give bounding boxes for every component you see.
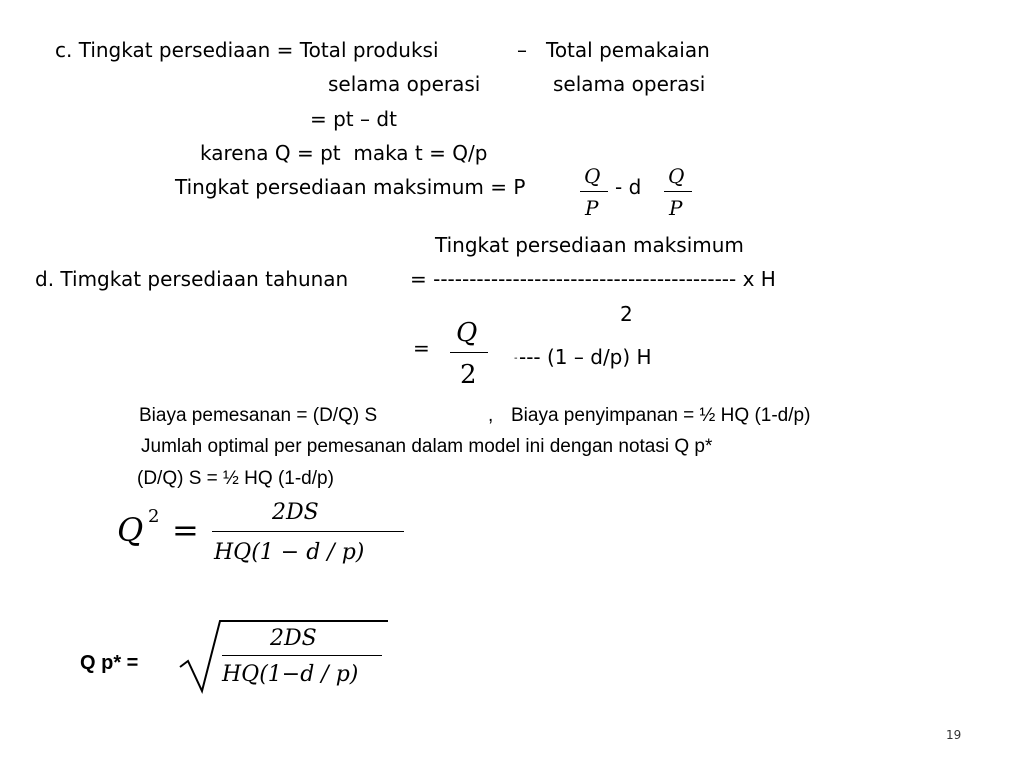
formula-q2-bar [212, 531, 404, 532]
section-c-line1: c. Tingkat persediaan = Total produksi [55, 38, 439, 62]
optimal-quantity-text: Jumlah optimal per pemesanan dalam model ini dengan notasi Q p* [141, 436, 713, 457]
section-c-line4: karena Q = pt maka t = Q/p [200, 141, 488, 165]
formula-qp-denominator: HQ(1−d / p) [222, 662, 359, 687]
section-d-eq2-equals: = [413, 336, 430, 360]
section-c-line5-mid: - d [615, 175, 642, 199]
frac-q-over-p-2-bar [664, 191, 692, 192]
frac-q-over-p-2-den: P [669, 196, 683, 220]
formula-q2-exponent: 2 [148, 506, 160, 527]
cost-holding: Biaya penyimpanan = ½ HQ (1-d/p) [511, 405, 811, 426]
frac-q-over-2-den: 2 [460, 360, 477, 390]
page-number: 19 [946, 728, 962, 742]
section-d-label: d. Timgkat persediaan tahunan [35, 267, 349, 291]
section-c-line2-left: selama operasi [328, 72, 481, 96]
frac-q-over-p-1-den: P [585, 196, 599, 220]
frac-q-over-2-num: Q [456, 318, 478, 348]
cost-separator: , [488, 405, 494, 426]
formula-qp-bar [222, 655, 382, 656]
section-c-minus: – [517, 38, 527, 62]
section-d-denominator: 2 [620, 302, 633, 326]
section-c-line3: = pt – dt [310, 107, 397, 131]
section-c-line5: Tingkat persediaan maksimum = P [175, 175, 526, 199]
cost-equality: (D/Q) S = ½ HQ (1-d/p) [137, 468, 334, 489]
formula-q2-equals: = [172, 511, 199, 549]
formula-q2-denominator: HQ(1 − d / p) [214, 540, 365, 565]
formula-q2-lhs: Q [117, 511, 144, 549]
section-c-line1-right: Total pemakaian [546, 38, 710, 62]
section-d-numerator: Tingkat persediaan maksimum [435, 233, 744, 257]
formula-q2-numerator: 2DS [272, 500, 319, 525]
section-d-tiny-dash: - [514, 353, 518, 364]
section-d-eq2-rest: --- (1 – d/p) H [519, 345, 652, 369]
frac-q-over-p-1-bar [580, 191, 608, 192]
formula-qp-numerator: 2DS [270, 626, 317, 651]
frac-q-over-p-2-num: Q [668, 164, 685, 188]
formula-qp-label: Q p* = [80, 652, 139, 674]
frac-q-over-2-bar [450, 352, 488, 353]
frac-q-over-p-1-num: Q [584, 164, 601, 188]
section-d-dashes: = ------------------------------------------ x H [410, 267, 776, 291]
cost-ordering: Biaya pemesanan = (D/Q) S [139, 405, 378, 426]
section-c-line2-right: selama operasi [553, 72, 706, 96]
